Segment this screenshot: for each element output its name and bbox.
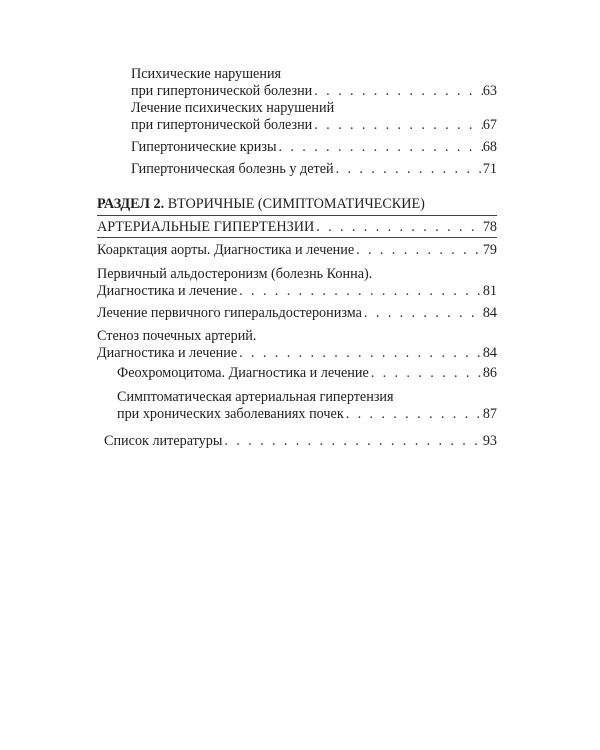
- dot-leader: [312, 83, 483, 100]
- toc-entry-title: Диагностика и лечение: [97, 345, 238, 361]
- section-heading: [97, 196, 425, 213]
- toc-entry-line: Лечение психических нарушений: [131, 100, 335, 116]
- toc-page-number: 84: [482, 305, 497, 321]
- section-divider: [97, 237, 497, 238]
- toc-entry-title: при гипертонической болезни: [131, 83, 313, 99]
- toc-page-number: 63: [482, 83, 497, 99]
- dot-leader: [314, 219, 483, 236]
- section-divider: [97, 215, 497, 216]
- toc-entry-title: при гипертонической болезни: [131, 117, 313, 133]
- dot-leader: [222, 433, 482, 450]
- toc-entry[interactable]: [97, 283, 497, 300]
- toc-page-number: 78: [482, 219, 497, 235]
- toc-entry[interactable]: [97, 219, 497, 236]
- dot-leader: [237, 345, 483, 362]
- toc-entry[interactable]: [131, 83, 497, 100]
- toc-entry[interactable]: [97, 345, 497, 362]
- dot-leader: [312, 117, 483, 134]
- toc-page-number: 93: [482, 433, 497, 449]
- dot-leader: [276, 139, 482, 156]
- toc-entry-title: Лечение первичного гиперальдостеронизма: [97, 305, 362, 321]
- toc-entry-title: Гипертонические кризы: [131, 139, 277, 155]
- toc-entry-title: при хронических заболеваниях почек: [117, 406, 344, 422]
- toc-page-number: 79: [482, 242, 497, 258]
- toc-entry[interactable]: [131, 117, 497, 134]
- toc-entry-title: Феохромоцитома. Диагностика и лечение: [117, 365, 369, 381]
- toc-page-number: 86: [482, 365, 497, 381]
- dot-leader: [344, 406, 483, 423]
- toc-page-number: 87: [482, 406, 497, 422]
- dot-leader: [354, 242, 483, 259]
- toc-page-number: 71: [482, 161, 497, 177]
- dot-leader: [369, 365, 483, 382]
- toc-entry-title: Гипертоническая болезнь у детей: [131, 161, 334, 177]
- toc-entry[interactable]: [97, 305, 497, 322]
- toc-entry-line: Психические нарушения: [131, 66, 282, 82]
- toc-entry[interactable]: [131, 139, 497, 156]
- section-label: РАЗДЕЛ 2.: [97, 196, 165, 212]
- toc-page-number: 68: [482, 139, 497, 155]
- toc-page-number: 84: [482, 345, 497, 361]
- toc-entry[interactable]: [131, 161, 497, 178]
- toc-entry-title: Диагностика и лечение: [97, 283, 238, 299]
- toc-entry-title: АРТЕРИАЛЬНЫЕ ГИПЕРТЕНЗИИ: [97, 219, 315, 235]
- toc-page-number: 81: [482, 283, 497, 299]
- toc-entry-title: Список литературы: [104, 433, 223, 449]
- toc-entry-title: Коарктация аорты. Диагностика и лечение: [97, 242, 355, 258]
- toc-entry-line: Стеноз почечных артерий.: [97, 328, 257, 344]
- toc-entry-line: Первичный альдостеронизм (болезнь Конна).: [97, 266, 373, 282]
- toc-page-number: 67: [482, 117, 497, 133]
- toc-entry[interactable]: [117, 365, 497, 382]
- dot-leader: [362, 305, 483, 322]
- dot-leader: [237, 283, 483, 300]
- section-title: ВТОРИЧНЫЕ (СИМПТОМАТИЧЕСКИЕ): [167, 196, 425, 212]
- toc-entry[interactable]: [104, 433, 497, 450]
- toc-entry[interactable]: [97, 242, 497, 259]
- dot-leader: [334, 161, 483, 178]
- toc-entry-line: Симптоматическая артериальная гипертензия: [117, 389, 394, 405]
- toc-entry[interactable]: [117, 406, 497, 423]
